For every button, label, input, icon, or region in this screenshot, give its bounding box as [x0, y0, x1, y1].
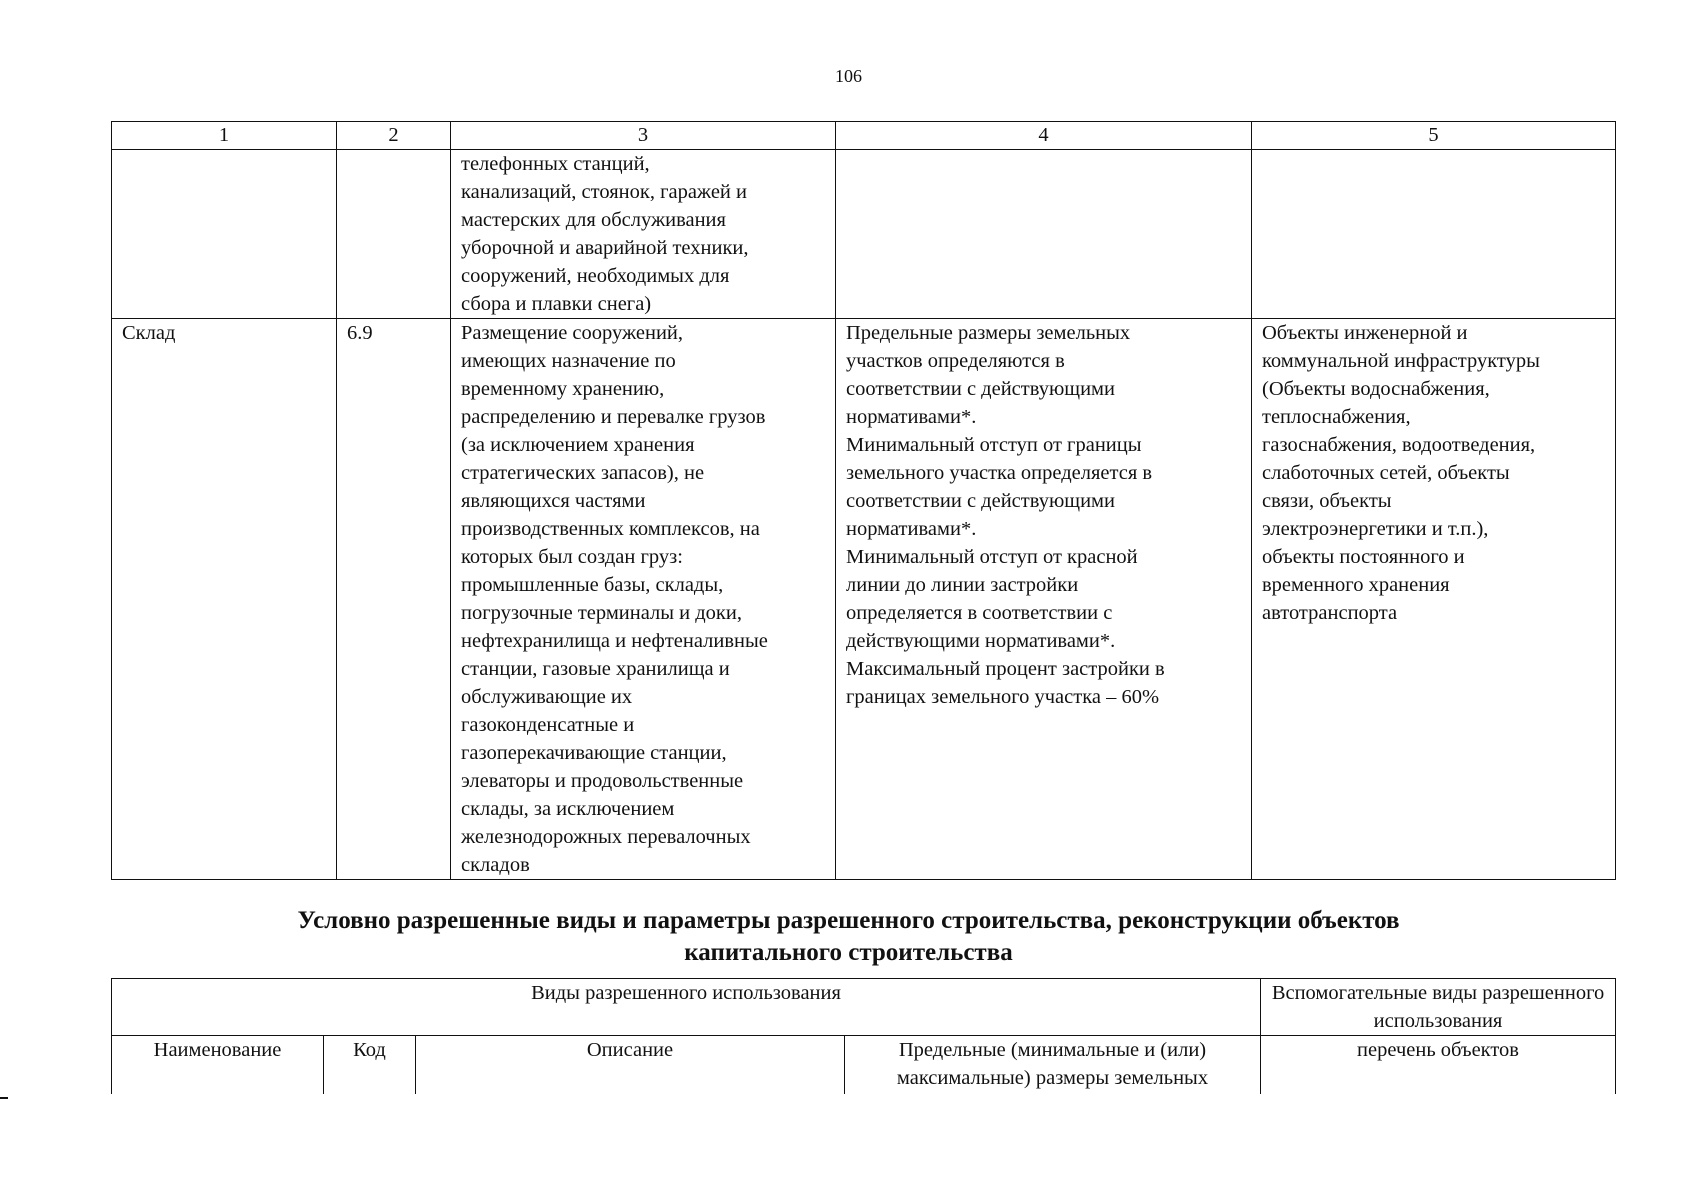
table-row-continuation	[112, 150, 1616, 319]
cell-auxiliary-uses: Объекты инженерной и коммунальной инфраструктуры (Объекты водоснабжения, теплоснабжения, газоснабжения, водоотведения, слаботочных сетей, объекты связи, объекты электроэнергетики и т.п.), объекты постоянного и временного хранения автотранспорта	[1252, 319, 1616, 880]
header-auxiliary-uses: Вспомогательные виды разрешенного использования	[1261, 979, 1616, 1036]
cell-code: 6.9	[337, 319, 451, 880]
column-number-3: 3	[451, 122, 836, 150]
table-group-header-row	[112, 979, 1616, 1036]
header-name: Наименование	[112, 1036, 324, 1095]
cell-empty	[836, 150, 1252, 319]
cell-empty	[1252, 150, 1616, 319]
header-description: Описание	[416, 1036, 845, 1095]
column-number-4: 4	[836, 122, 1252, 150]
cell-empty	[112, 150, 337, 319]
column-number-2: 2	[337, 122, 451, 150]
section-heading-line-2: капитального строительства	[684, 939, 1013, 966]
cell-empty	[337, 150, 451, 319]
header-object-list: перечень объектов	[1261, 1036, 1616, 1095]
header-permitted-uses: Виды разрешенного использования	[112, 979, 1261, 1036]
cell-name: Склад	[112, 319, 337, 880]
column-number-5: 5	[1252, 122, 1616, 150]
conditional-uses-table	[111, 978, 1616, 1094]
header-parameters	[845, 1036, 1261, 1095]
cell-description-continuation: телефонных станций, канализаций, стоянок, гаражей и мастерских для обслуживания уборочной и аварийной техники, сооружений, необходимых для сбора и плавки снега)	[451, 150, 836, 319]
section-heading	[0, 905, 1697, 969]
header-parameters-line-2: максимальные) размеры земельных	[896, 1067, 1209, 1089]
table-header-row	[112, 122, 1616, 150]
page-number: 106	[835, 66, 862, 86]
column-number-1: 1	[112, 122, 337, 150]
section-heading-line-1: Условно разрешенные виды и параметры разрешенного строительства, реконструкции объектов	[297, 907, 1400, 934]
cell-parameters: Предельные размеры земельных участков определяются в соответствии с действующими нормативами*. Минимальный отступ от границы земельного участка определяется в соответствии с действующими нормативами*. Минимальный отступ от красной линии до линии застройки определяется в соответствии с действующими нормативами*. Максимальный процент застройки в границах земельного участка – 60%	[836, 319, 1252, 880]
table-row-sklad	[112, 319, 1616, 880]
cell-description: Размещение сооружений, имеющих назначение по временному хранению, распределению и перевалке грузов (за исключением хранения стратегических запасов), не являющихся частями производственных комплексов, на которых был создан груз: промышленные базы, склады, погрузочные терминалы и доки, нефтехранилища и нефтеналивные станции, газовые хранилища и обслуживающие их газоконденсатные и газоперекачивающие станции, элеваторы и продовольственные склады, за исключением железнодорожных перевалочных складов	[451, 319, 836, 880]
table-column-header-row	[112, 1036, 1616, 1095]
margin-mark	[0, 1097, 8, 1099]
header-code: Код	[324, 1036, 416, 1095]
main-table	[111, 121, 1616, 880]
header-parameters-line-1: Предельные (минимальные и (или)	[898, 1039, 1207, 1061]
